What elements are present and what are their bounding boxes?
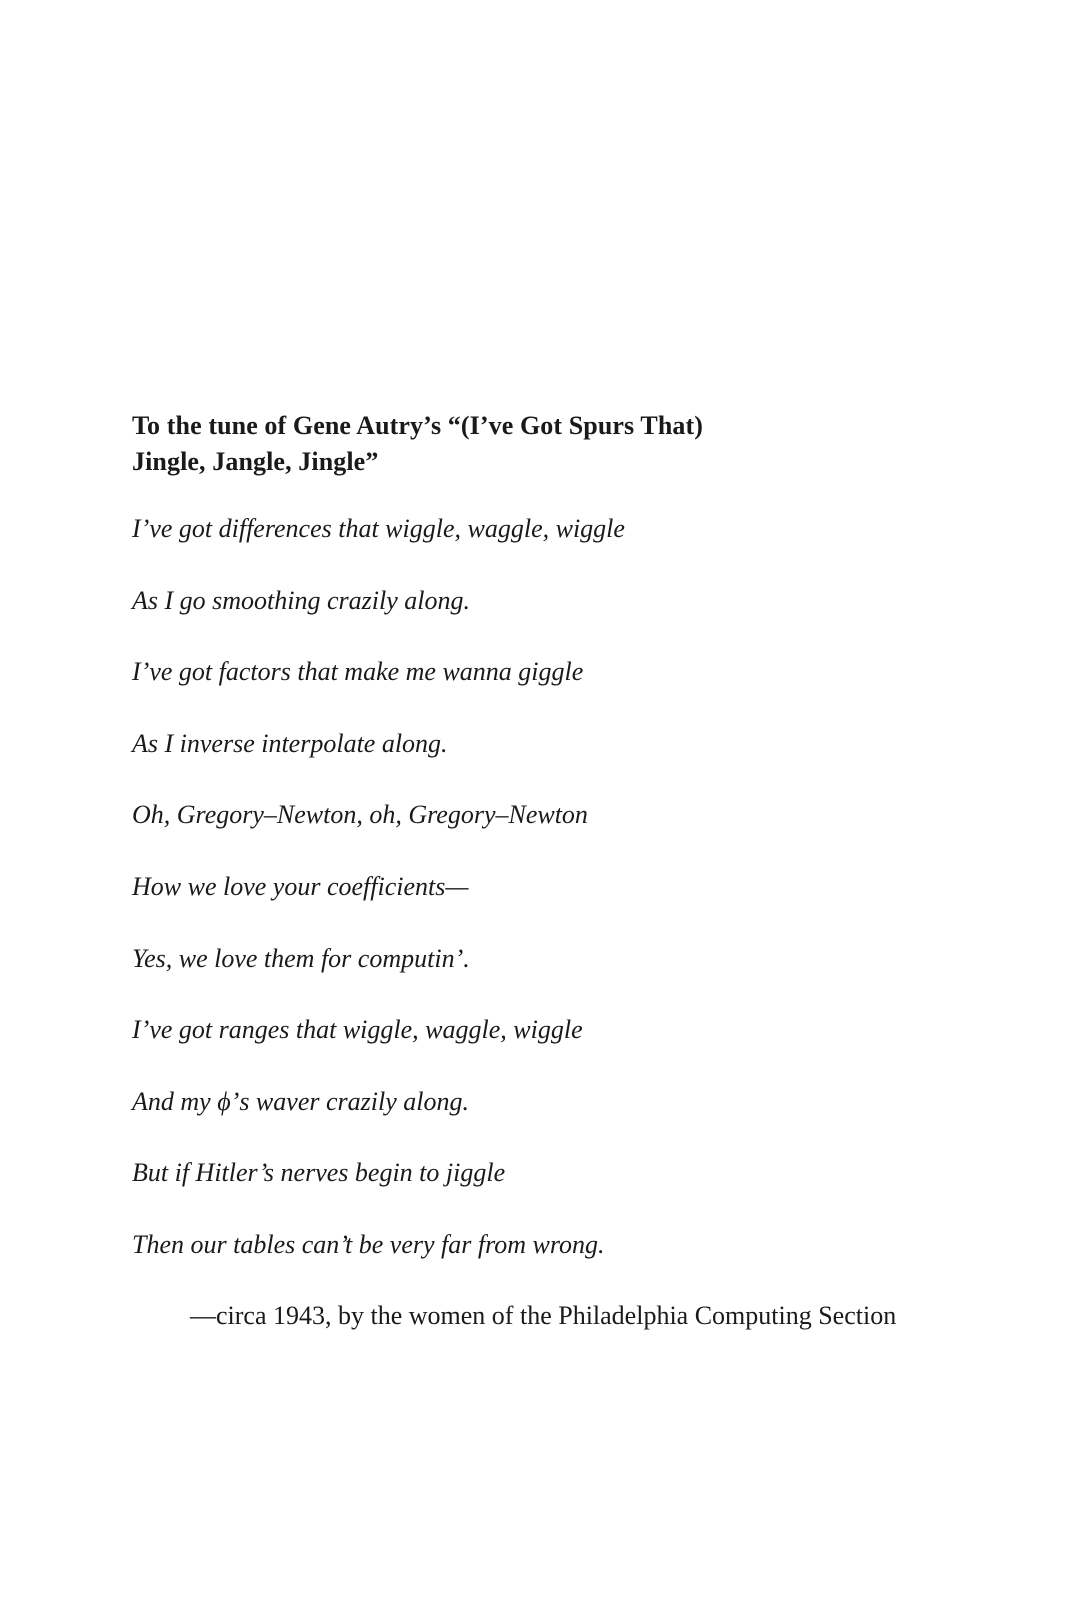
verse-line: I’ve got ranges that wiggle, waggle, wiggle	[132, 1015, 583, 1045]
verse-line: Oh, Gregory–Newton, oh, Gregory–Newton	[132, 800, 588, 830]
song-verse	[132, 512, 952, 1300]
verse-line: But if Hitler’s nerves begin to jiggle	[132, 1158, 506, 1188]
song-heading-line-1: To the tune of Gene Autry’s “(I’ve Got Spurs That)	[132, 411, 704, 440]
song-heading-line-2: Jingle, Jangle, Jingle”	[132, 447, 379, 476]
verse-line: Then our tables can’t be very far from wrong.	[132, 1229, 605, 1259]
verse-line: Yes, we love them for computin’.	[132, 943, 470, 973]
attribution-line: —circa 1943, by the women of the Philadelphia Computing Section	[190, 1301, 897, 1330]
verse-line: As I go smoothing crazily along.	[132, 585, 470, 615]
verse-line: How we love your coefficients—	[132, 871, 469, 901]
song-heading	[132, 408, 952, 480]
verse-line: And my ϕ’s waver crazily along.	[132, 1086, 469, 1116]
verse-line: As I inverse interpolate along.	[132, 728, 448, 758]
verse-line: I’ve got differences that wiggle, waggle, wiggle	[132, 514, 625, 543]
verse-line: I’ve got factors that make me wanna giggle	[132, 657, 584, 687]
